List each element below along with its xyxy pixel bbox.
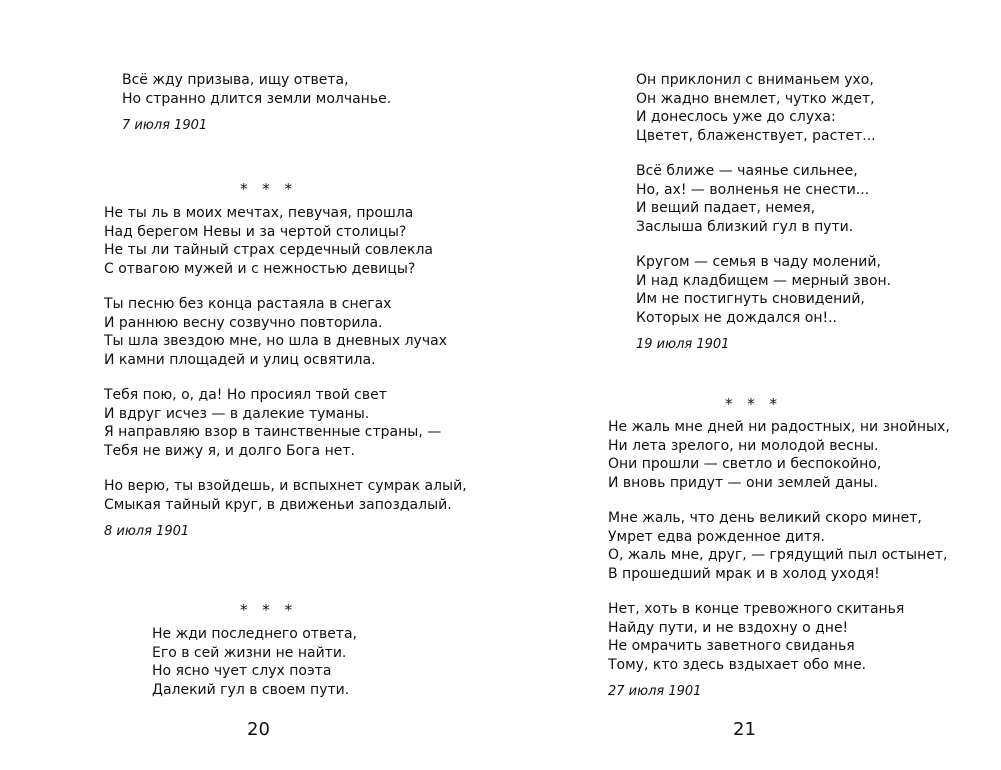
- poem-line: И раннюю весну созвучно повторила.: [104, 314, 383, 331]
- poem-block: [608, 418, 950, 701]
- poem-line: Цветет, блаженствует, растет...: [636, 127, 876, 144]
- poem-line: Мне жаль, что день великий скоро минет,: [608, 510, 922, 526]
- poem-block-continued: [636, 71, 891, 354]
- poem-line: Тебя не вижу я, и долго Бога нет.: [104, 442, 355, 459]
- poem-line: Не жди последнего ответа,: [152, 626, 357, 642]
- poem-line: Которых не дождался он!..: [636, 309, 837, 326]
- poem-block: [104, 204, 467, 541]
- poem-line: Но, ах! — волненья не снести...: [636, 181, 870, 198]
- left-page: [0, 0, 500, 770]
- poem-line: Я направляю взор в таинственные страны, —: [104, 424, 442, 440]
- poem-line: Ты песню без конца растаяла в снегах: [104, 296, 392, 312]
- stanza: [608, 418, 950, 492]
- poem-line: И вдруг исчез — в далекие туманы.: [104, 405, 370, 422]
- poem-line: Смыкая тайный круг, в движеньи запоздалый.: [104, 496, 452, 513]
- poem-line: Он приклонил с вниманьем ухо,: [636, 72, 874, 88]
- stanza: [104, 204, 467, 278]
- poem-date: 7 июля 1901: [122, 118, 208, 133]
- poem-date: 8 июля 1901: [104, 524, 190, 539]
- poem-line: Но странно длится земли молчанье.: [122, 90, 392, 107]
- poem-line: Над берегом Невы и за чертой столицы?: [104, 223, 407, 240]
- stanza: [104, 386, 467, 460]
- stanza: [608, 600, 950, 674]
- poem-line: Ты шла звездою мне, но шла в дневных лучах: [104, 333, 447, 349]
- stanza: [636, 71, 891, 145]
- poem-line: Найду пути, и не вздохну о дне!: [608, 619, 849, 636]
- stanza: [608, 509, 950, 583]
- poem-line: Не омрачить заветного свиданья: [608, 638, 855, 654]
- poem-line: Умрет едва рожденное дитя.: [608, 528, 825, 545]
- poem-line: Не ты ль в моих мечтах, певучая, прошла: [104, 205, 414, 221]
- poem-line: И над кладбищем — мерный звон.: [636, 272, 892, 289]
- right-page: [500, 0, 1001, 770]
- page-number: 20: [247, 719, 270, 740]
- stanza: [104, 477, 467, 514]
- poem-fragment-top: [122, 71, 391, 135]
- poem-line: Он жадно внемлет, чутко ждет,: [636, 90, 875, 107]
- poem-line: И вещий падает, немея,: [636, 200, 816, 216]
- poem-line: И вновь придут — они землей даны.: [608, 474, 878, 491]
- poem-line: И камни площадей и улиц освятила.: [104, 351, 376, 368]
- page-number: 21: [733, 719, 756, 740]
- section-divider-stars: * * *: [240, 601, 298, 619]
- poem-date: 27 июля 1901: [608, 684, 702, 699]
- poem-line: С отвагою мужей и с нежностью девицы?: [104, 260, 416, 277]
- poem-line: О, жаль мне, друг, — грядущий пыл остынет,: [608, 547, 948, 563]
- poem-line: Кругом — семья в чаду молений,: [636, 254, 881, 270]
- poem-block: [152, 625, 357, 699]
- poem-line: Заслыша близкий гул в пути.: [636, 218, 854, 235]
- poem-line: Далекий гул в своем пути.: [152, 681, 350, 698]
- poem-line: И донеслось уже до слуха:: [636, 109, 836, 125]
- poem-line: Не ты ли тайный страх сердечный совлекла: [104, 242, 433, 258]
- poem-line: Всё ближе — чаянье сильнее,: [636, 163, 858, 179]
- section-divider-stars: * * *: [240, 180, 298, 198]
- poem-line: Они прошли — светло и беспокойно,: [608, 456, 882, 472]
- poem-line: В прошедший мрак и в холод уходя!: [608, 565, 880, 582]
- stanza: [104, 295, 467, 369]
- poem-line: Им не постигнуть сновидений,: [636, 291, 865, 307]
- poem-line: Ни лета зрелого, ни молодой весны.: [608, 437, 879, 454]
- poem-line: Тебя пою, о, да! Но просиял твой свет: [104, 387, 387, 403]
- section-divider-stars: * * *: [725, 395, 783, 413]
- poem-date: 19 июля 1901: [636, 337, 730, 352]
- poem-line: Его в сей жизни не найти.: [152, 644, 347, 661]
- stanza: [636, 253, 891, 327]
- poem-line: Тому, кто здесь вздыхает обо мне.: [608, 656, 867, 673]
- poem-line: Не жаль мне дней ни радостных, ни знойных,: [608, 419, 950, 435]
- poem-line: Но верю, ты взойдешь, и вспыхнет сумрак алый,: [104, 478, 467, 494]
- poem-line: Всё жду призыва, ищу ответа,: [122, 72, 349, 88]
- poem-line: Нет, хоть в конце тревожного скитанья: [608, 601, 905, 617]
- poem-line: Но ясно чует слух поэта: [152, 663, 332, 679]
- stanza: [636, 162, 891, 236]
